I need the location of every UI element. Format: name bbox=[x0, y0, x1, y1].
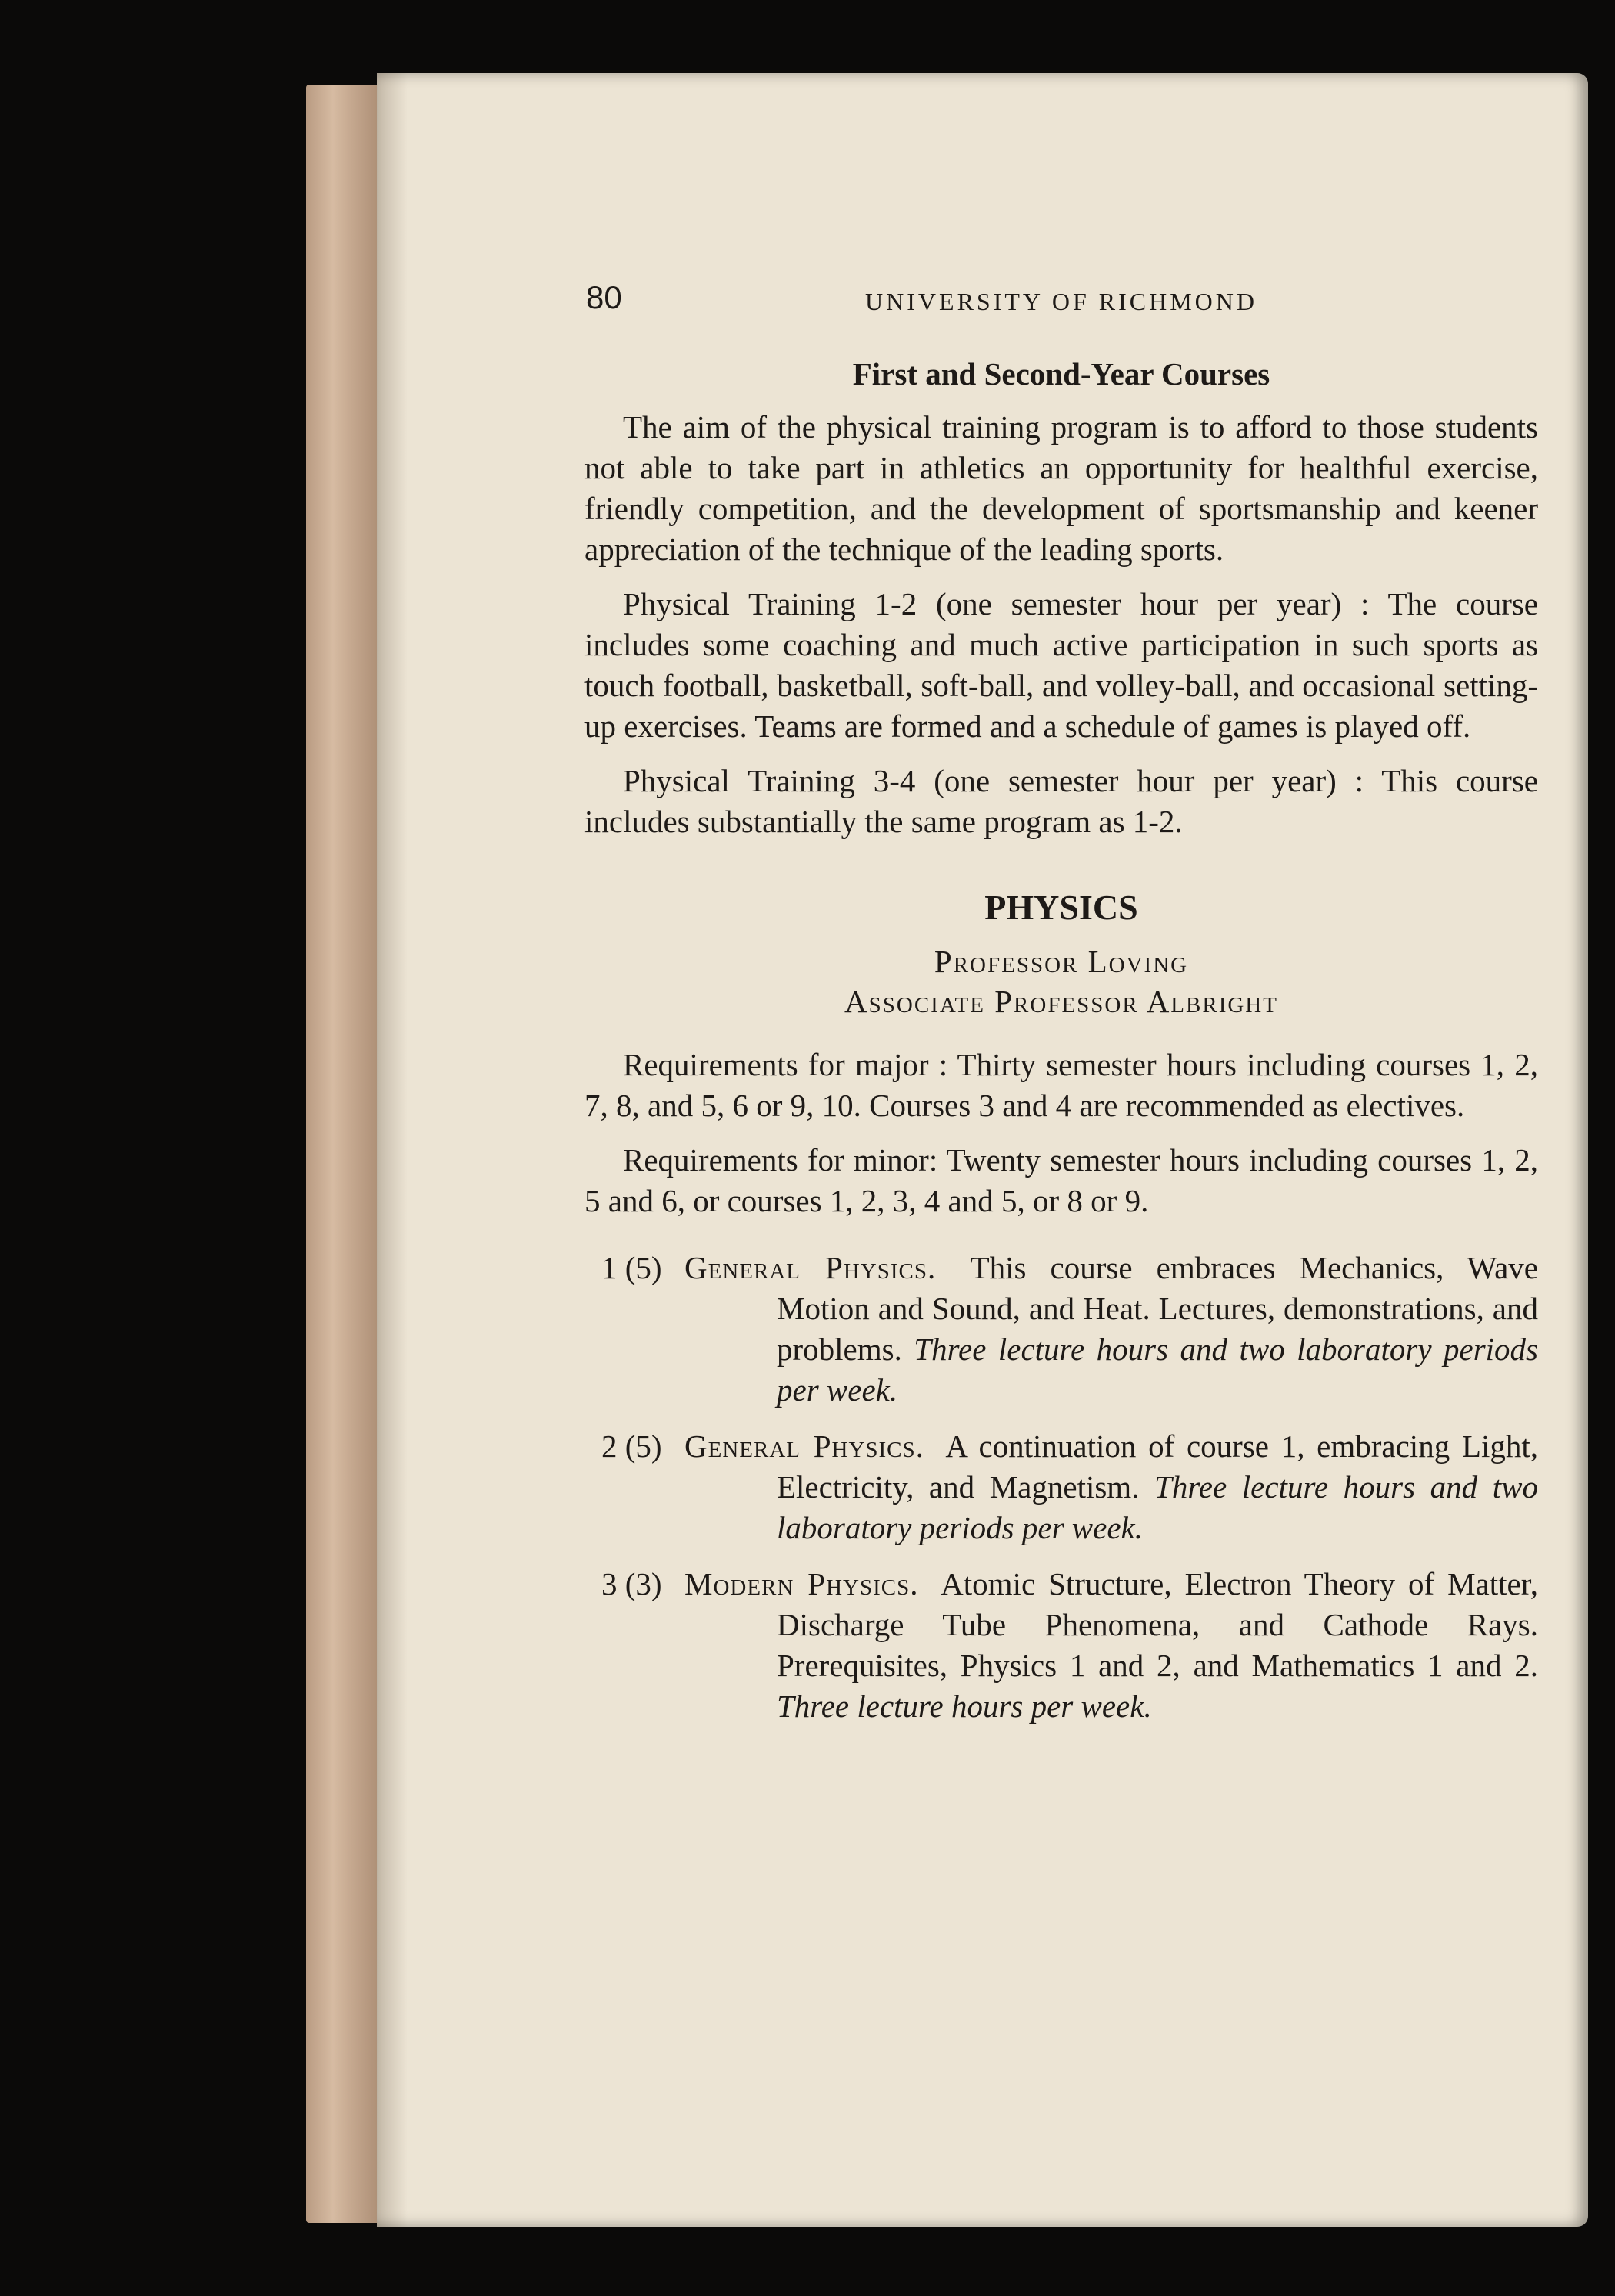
paragraph: Physical Training 1-2 (one semester hour per year) : The course includes some coaching and much active participation in such sports as touch football, basketball, soft-ball, and volley-ball, and occasional setting-up exercises. Teams are formed and a schedule of games is played off. bbox=[584, 586, 1538, 744]
running-title: UNIVERSITY OF RICHMOND bbox=[865, 288, 1257, 315]
page-number: 80 bbox=[586, 279, 622, 315]
faculty-list bbox=[584, 941, 1538, 1021]
course-description: A continuation of course 1, embracing Light, Electricity, and Magnetism. bbox=[777, 1428, 1538, 1505]
course-number: 2 (5) bbox=[601, 1428, 662, 1464]
course-description: This course embraces Mechanics, Wave Motion and Sound, and Heat. Lectures, demonstrations, and problems. bbox=[777, 1250, 1538, 1367]
course-entry bbox=[584, 1426, 1538, 1548]
faculty-member: Associate Professor Albright bbox=[844, 984, 1278, 1019]
section-heading: First and Second-Year Courses bbox=[852, 356, 1270, 392]
paragraph: The aim of the physical training program is to afford to those students not able to take part in athletics an opportunity for healthful exercise, friendly competition, and the development of sportsmanship and keener appreciation of the technique of the leading sports. bbox=[584, 409, 1538, 567]
course-description: Atomic Structure, Electron Theory of Matter, Discharge Tube Phenomena, and Cathode Rays. Prerequisites, Physics 1 and 2, and Mathematics 1 and 2. bbox=[777, 1566, 1538, 1683]
department-heading: PHYSICS bbox=[984, 888, 1138, 927]
major-requirements: Requirements for major : Thirty semester hours including courses 1, 2, 7, 8, and 5, 6 or 9, 10. Courses 3 and 4 are recommended as electives. bbox=[584, 1047, 1538, 1123]
course-title: Modern Physics. bbox=[684, 1566, 919, 1601]
course-schedule: Three lecture hours per week. bbox=[777, 1688, 1152, 1724]
running-head bbox=[584, 277, 1538, 323]
course-title: General Physics. bbox=[684, 1250, 937, 1285]
course-entry bbox=[584, 1248, 1538, 1411]
paragraph: Physical Training 3-4 (one semester hour per year) : This course includes substantially the same program as 1-2. bbox=[584, 763, 1538, 839]
course-title: General Physics. bbox=[684, 1428, 924, 1464]
course-number: 1 (5) bbox=[601, 1250, 662, 1285]
faculty-member: Professor Loving bbox=[934, 944, 1189, 979]
course-schedule: Three lecture hours and two laboratory periods per week. bbox=[777, 1331, 1538, 1408]
course-entry bbox=[584, 1564, 1538, 1727]
minor-requirements: Requirements for minor: Twenty semester hours including courses 1, 2, 5 and 6, or courses 1, 2, 3, 4 and 5, or 8 or 9. bbox=[584, 1142, 1538, 1218]
page-content bbox=[584, 277, 1538, 1742]
page-edges bbox=[306, 85, 383, 2223]
course-schedule: Three lecture hours and two laboratory periods per week. bbox=[777, 1469, 1539, 1545]
spine-shadow bbox=[377, 73, 408, 2227]
course-list bbox=[584, 1248, 1538, 1727]
course-number: 3 (3) bbox=[601, 1566, 662, 1601]
